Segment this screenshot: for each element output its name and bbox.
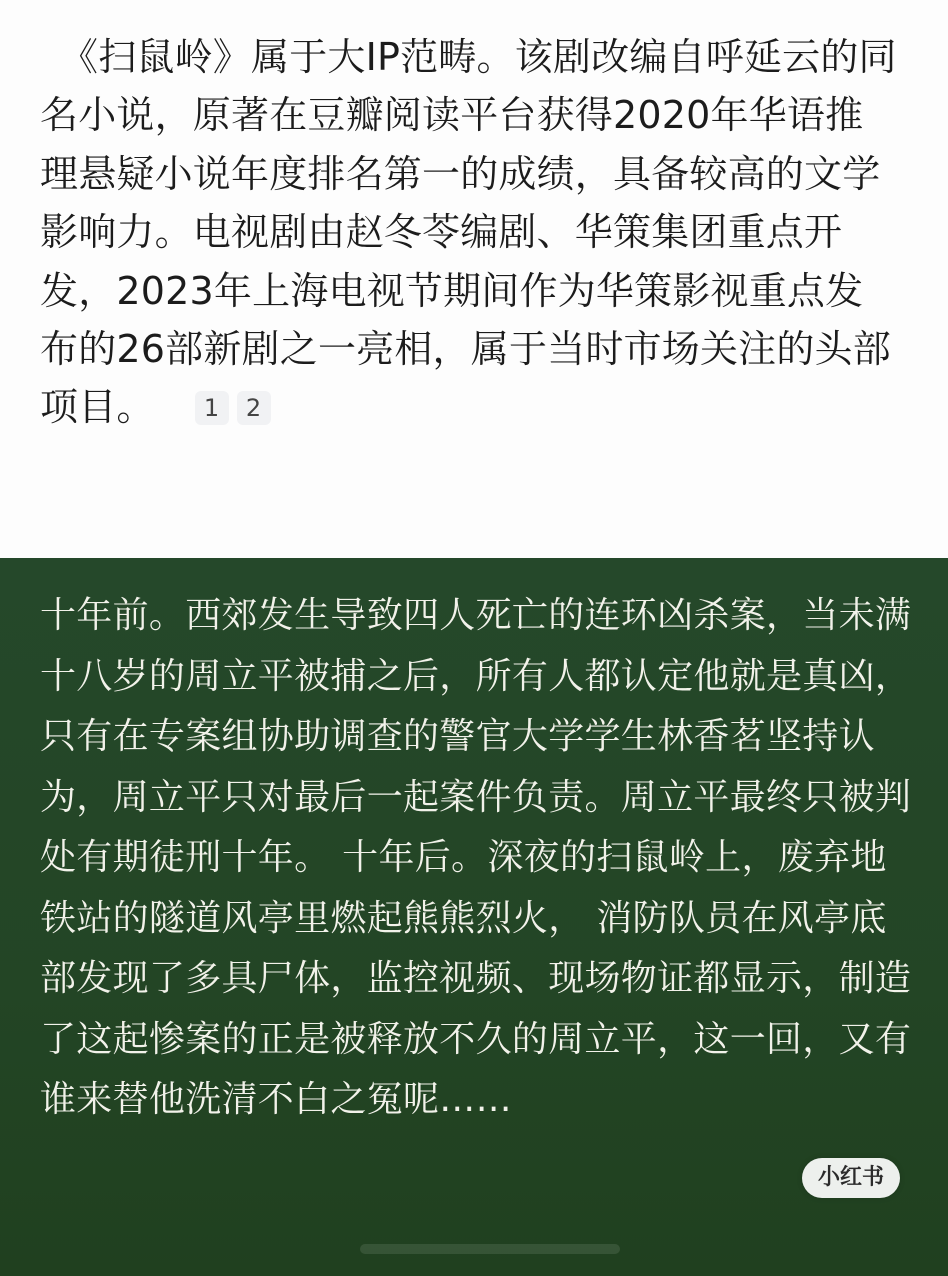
intro-text-block bbox=[40, 28, 900, 437]
intro-section bbox=[0, 0, 948, 558]
intro-paragraph: 《扫鼠岭》属于大IP范畴。该剧改编自呼延云的同名小说，原著在豆瓣阅读平台获得2020年华语推理悬疑小说年度排名第一的成绩，具备较高的文学影响力。电视剧由赵冬苓编剧、华策集团重点开发，2023年上海电视节期间作为华策影视重点发布的26部新剧之一亮相，属于当时市场关注的头部项目。 bbox=[40, 35, 897, 430]
citation-1-button[interactable]: 1 bbox=[195, 391, 229, 425]
bottom-fade-bar bbox=[360, 1244, 620, 1254]
xiaohongshu-watermark: 小红书 bbox=[802, 1158, 900, 1198]
synopsis-paragraph: 十年前。西郊发生导致四人死亡的连环凶杀案，当未满十八岁的周立平被捕之后，所有人都认定他就是真凶，只有在专案组协助调查的警官大学学生林香茗坚持认为，周立平只对最后一起案件负责。周立平最终只被判处有期徒刑十年。 十年后。深夜的扫鼠岭上，废弃地铁站的隧道风亭里燃起熊熊烈火， 消防队员在风亭底部发现了多具尸体，监控视频、现场物证都显示，制造了这起惨案的正是被释放不久的周立平，这一回，又有谁来替他洗清不白之冤呢…… bbox=[40, 595, 912, 1120]
citation-2-button[interactable]: 2 bbox=[237, 391, 271, 425]
